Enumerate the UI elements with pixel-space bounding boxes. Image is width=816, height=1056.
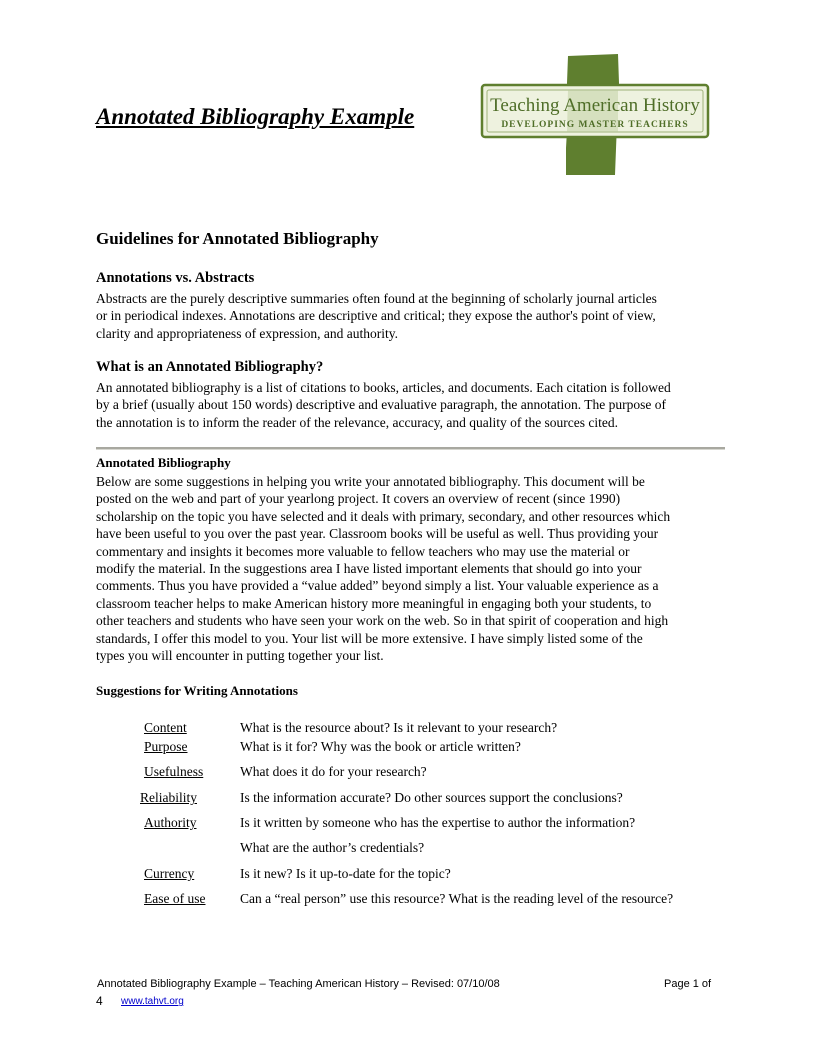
paragraph-line: modify the material. In the suggestions area I have listed important elements that should go into your [96, 561, 642, 577]
logo-line1: Teaching American History [490, 95, 700, 116]
suggestion-term-purpose: Purpose [144, 739, 188, 754]
paragraph-line: classroom teacher helps to make American history more meaningful in engaging both your students, to [96, 595, 652, 611]
section-paragraph-annotated-bibliography [96, 473, 726, 664]
suggestion-term-reliability: Reliability [140, 790, 197, 805]
suggestion-term-currency: Currency [144, 866, 195, 881]
section-paragraph-annotations-vs-abstracts [96, 290, 726, 342]
paragraph-line: have been useful to you over the past year. Classroom books will be useful as well. Thus providing your [96, 526, 659, 542]
paragraph-line: Abstracts are the purely descriptive summaries often found at the beginning of scholarly journal articles [96, 291, 657, 306]
paragraph-line: standards, I offer this model to you. Your list will be more extensive. I have simply listed some of the [96, 630, 643, 646]
paragraph-line: commentary and insights it becomes more valuable to fellow teachers who may use the material or [96, 543, 630, 559]
paragraph-line: types you will encounter in putting together your list. [96, 648, 384, 664]
paragraph-line: An annotated bibliography is a list of citations to books, articles, and documents. Each citation is followed [96, 380, 671, 395]
section-paragraph-what-is [96, 379, 726, 431]
section-heading-annotated-bibliography: Annotated Bibliography [96, 455, 231, 470]
suggestion-term-usefulness: Usefulness [144, 764, 204, 779]
suggestion-text-ease-of-use: Can a “real person” use this resource? What is the reading level of the resource? [240, 891, 674, 906]
footer-page-total: 4 [96, 994, 103, 1008]
suggestion-text-usefulness: What does it do for your research? [240, 764, 427, 779]
suggestion-text-content: What is the resource about? Is it relevant to your research? [240, 720, 558, 735]
suggestion-text-authority: Is it written by someone who has the expertise to author the information? [240, 815, 636, 830]
suggestion-term-authority: Authority [144, 815, 197, 830]
footer-website-link[interactable]: www.tahvt.org [121, 996, 184, 1007]
paragraph-line: posted on the web and part of your yearlong project. It covers an overview of recent (since 1990) [96, 491, 621, 507]
section-divider [96, 447, 725, 450]
footer-page-label: Page 1 of [664, 978, 712, 990]
paragraph-line: or in periodical indexes. Annotations are descriptive and critical; they expose the author's point of view, [96, 308, 656, 324]
paragraph-line: comments. Thus you have provided a “value added” beyond simply a list. Your valuable experience as a [96, 578, 659, 594]
section-heading-what-is: What is an Annotated Bibliography? [96, 359, 324, 375]
suggestion-text-purpose: What is it for? Why was the book or article written? [240, 739, 521, 754]
suggestion-text-reliability: Is the information accurate? Do other sources support the conclusions? [240, 790, 623, 805]
paragraph-line: the annotation is to inform the reader of the relevance, accuracy, and quality of the sources cited. [96, 414, 619, 430]
paragraph-line: scholarship on the topic you have selected and it deals with primary, secondary, and other resources which [96, 508, 671, 524]
document-title: Annotated Bibliography Example [96, 104, 415, 129]
suggestion-term-content: Content [144, 720, 187, 735]
suggestion-text-credentials: What are the author’s credentials? [240, 840, 425, 855]
suggestion-term-ease-of-use: Ease of use [144, 891, 206, 906]
paragraph-line: other teachers and students who have seen your work on the web. So in that spirit of cooperation and high [96, 613, 669, 629]
paragraph-line: Below are some suggestions in helping you write your annotated bibliography. This document will be [96, 474, 645, 489]
paragraph-line: by a brief (usually about 150 words) descriptive and evaluative paragraph, the annotation. The purpose of [96, 397, 666, 413]
teaching-american-history-logo [480, 53, 710, 175]
suggestion-text-currency: Is it new? Is it up-to-date for the topic? [240, 866, 451, 881]
guidelines-heading: Guidelines for Annotated Bibliography [96, 229, 379, 248]
suggestions-heading: Suggestions for Writing Annotations [96, 683, 298, 698]
logo-line2: DEVELOPING MASTER TEACHERS [501, 120, 689, 130]
footer-text: Annotated Bibliography Example – Teaching American History – Revised: 07/10/08 [97, 978, 500, 990]
paragraph-line: clarity and appropriateness of expression, and authority. [96, 325, 399, 341]
section-heading-annotations-vs-abstracts: Annotations vs. Abstracts [96, 270, 255, 286]
